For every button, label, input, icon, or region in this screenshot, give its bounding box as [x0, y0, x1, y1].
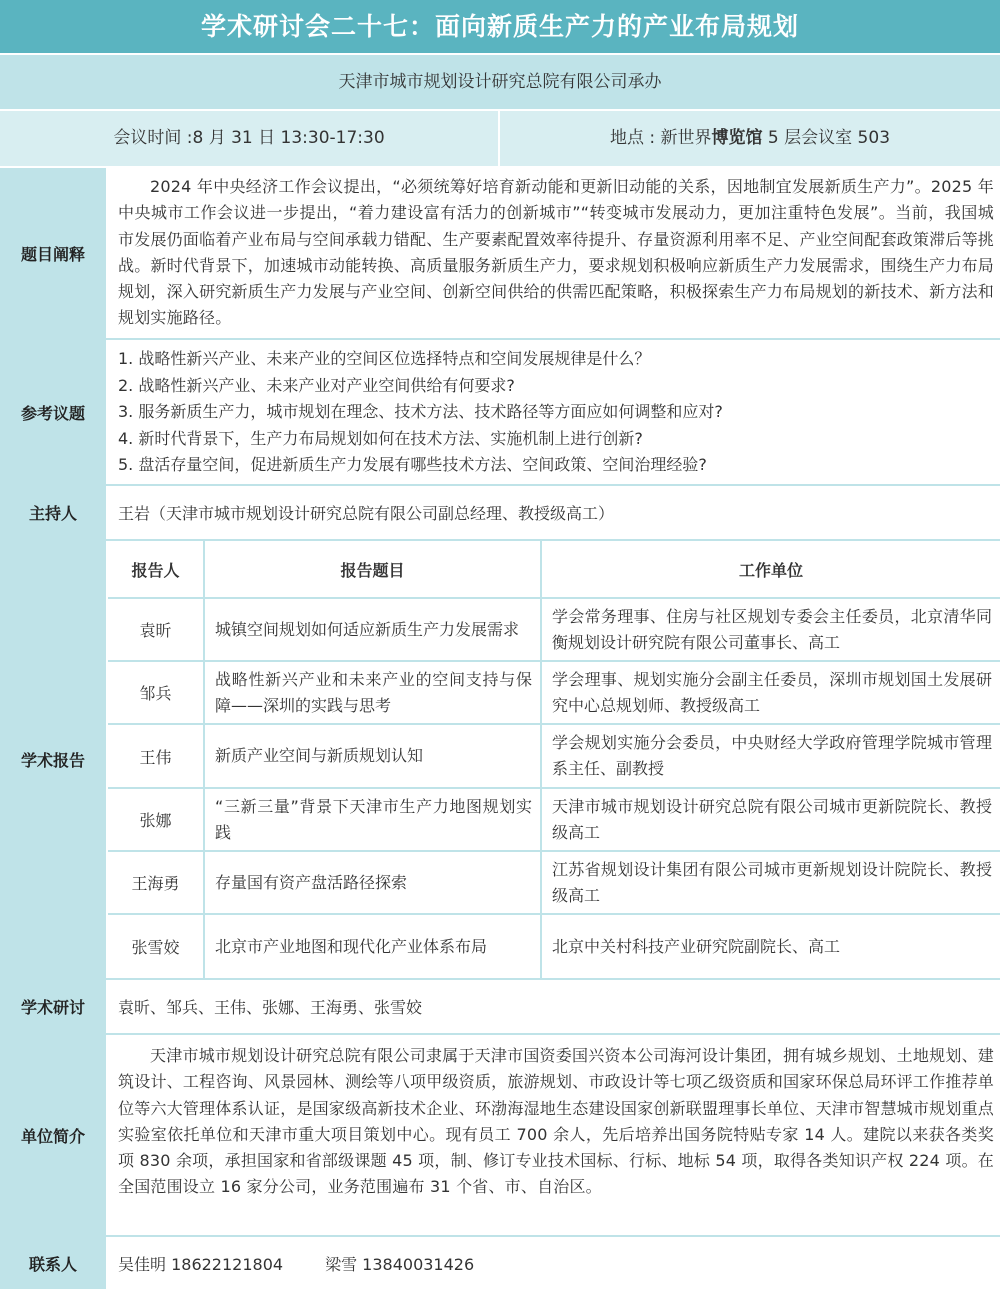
place-prefix: 新世界 [660, 128, 712, 148]
theme-text: 2024 年中央经济工作会议提出，“必须统筹好培育新动能和更新旧动能的关系，因地制宜发展新质生产力”。2025 年中央城市工作会议进一步提出，“着力建设富有活力的创新城市”“转变城市发展动力，更加注重特色发展”。当前，我国城市发展仍面临着产业布局与空间承载力错配、生产要素配置效率待提升、存量资源利用率不足、产业空间配套政策滞后等挑战。新时代背景下，加速城市动能转换、高质量服务新质生产力，要求规划积极响应新质生产力发展需求，围绕生产力布局规划，深入研究新质生产力发展与产业空间、创新空间供给的供需匹配策略，积极探索生产力布局规划的新技术、新方法和规划实施路径。 [118, 177, 994, 328]
report-org-text: 北京中关村科技产业研究院副院长、高工 [552, 936, 841, 956]
topics-list [108, 340, 1000, 485]
intro-section [108, 1035, 1000, 1235]
theme-label: 题目阐释 [0, 168, 106, 338]
contact-label: 联系人 [0, 1237, 106, 1289]
report-org-text: 江苏省规划设计集团有限公司城市更新规划设计院院长、教授级高工 [552, 859, 992, 905]
header-org: 工作单位 [542, 541, 1000, 597]
report-topic [205, 915, 540, 978]
report-speaker: 邹兵 [108, 662, 203, 723]
contact-person-2: 梁雪 13840031426 [325, 1254, 475, 1274]
host-text: 王岩（天津市城市规划设计研究总院有限公司副总经理、教授级高工） [108, 486, 1000, 539]
report-topic [205, 789, 540, 850]
report-topic [205, 852, 540, 913]
report-org [542, 852, 1000, 913]
report-org [542, 725, 1000, 787]
reports-table [108, 541, 1000, 978]
report-topic [205, 662, 540, 723]
report-speaker: 张雪姣 [108, 915, 203, 978]
contact-section [108, 1237, 1000, 1289]
topic-item: 4. 新时代背景下，生产力布局规划如何在技术方法、实施机制上进行创新? [118, 428, 643, 448]
topic-item: 3. 服务新质生产力，城市规划在理念、技术方法、技术路径等方面应如何调整和应对? [118, 402, 723, 421]
report-topic-text: 存量国有资产盘活路径探索 [215, 872, 408, 892]
topics-label: 参考议题 [0, 340, 106, 484]
topic-item: 5. 盘活存量空间，促进新质生产力发展有哪些技术方法、空间政策、空间治理经验? [118, 455, 707, 474]
report-org-text: 天津市城市规划设计研究总院有限公司城市更新院院长、教授级高工 [552, 796, 992, 842]
time-value: 8 月 31 日 13:30-17:30 [192, 128, 385, 148]
report-org [542, 789, 1000, 850]
report-topic-text: 北京市产业地图和现代化产业体系布局 [215, 936, 488, 956]
report-org [542, 599, 1000, 660]
report-speaker: 张娜 [108, 789, 203, 850]
reports-label: 学术报告 [0, 541, 106, 978]
header-speaker: 报告人 [108, 541, 203, 597]
report-org-text: 学会常务理事、住房与社区规划专委会主任委员，北京清华同衡规划设计研究院有限公司董事长、高工 [552, 606, 992, 652]
host-label: 主持人 [0, 486, 106, 539]
report-topic [205, 725, 540, 787]
place-label: 地点 : [609, 128, 661, 148]
report-topic-text: 新质产业空间与新质规划认知 [215, 746, 424, 765]
place-suffix: 5 层会议室 503 [762, 128, 891, 148]
time-label: 会议时间 : [113, 128, 193, 148]
report-speaker: 王海勇 [108, 852, 203, 913]
topic-item: 2. 战略性新兴产业、未来产业对产业空间供给有何要求? [118, 375, 515, 395]
time-place-row [0, 111, 1000, 166]
organizer-text: 天津市城市规划设计研究总院有限公司承办 [0, 55, 1000, 109]
contact-person-1: 吴佳明 18622121804 [118, 1254, 284, 1274]
report-speaker: 袁昕 [108, 599, 203, 660]
report-topic-text: 战略性新兴产业和未来产业的空间支持与保障——深圳的实践与思考 [215, 669, 532, 715]
report-speaker: 王伟 [108, 725, 203, 787]
report-org [542, 662, 1000, 723]
discussion-text: 袁昕、邹兵、王伟、张娜、王海勇、张雪姣 [108, 980, 1000, 1033]
report-org [542, 915, 1000, 978]
report-topic [205, 599, 540, 660]
meeting-time [0, 111, 498, 166]
report-org-text: 学会规划实施分会委员，中央财经大学政府管理学院城市管理系主任、副教授 [552, 733, 992, 778]
meeting-place [500, 111, 1000, 166]
theme-section [108, 168, 1000, 338]
intro-text: 天津市城市规划设计研究总院有限公司隶属于天津市国资委国兴资本公司海河设计集团，拥有城乡规划、土地规划、建筑设计、工程咨询、风景园林、测绘等八项甲级资质，旅游规划、市政设计等七项乙级资质和国家环保总局环评工作推荐单位等六大管理体系认证，是国家级高新技术企业、环渤海湿地生态建设国家创新联盟理事长单位、天津市智慧城市规划重点实验室依托单位和天津市重大项目策划中心。现有员工 700 余人，先后培养出国务院特贴专家 14 人。建院以来获各类奖项 830 余项，承担国家和省部级课题 45 项，制、修订专业技术国标、行标、地标 54 项，取得各类知识产权 224 项。在全国范围设立 16 家分公司，业务范围遍布 31 个省、市、自治区。 [118, 1046, 994, 1197]
intro-label: 单位简介 [0, 1035, 106, 1235]
topics-section [108, 340, 1000, 484]
report-topic-text: 城镇空间规划如何适应新质生产力发展需求 [215, 619, 520, 639]
header-topic: 报告题目 [205, 541, 540, 597]
report-topic-text: “三新三量”背景下天津市生产力地图规划实践 [215, 796, 532, 842]
place-bold: 博览馆 [711, 128, 763, 148]
page-title: 学术研讨会二十七：面向新质生产力的产业布局规划 [0, 0, 1000, 53]
report-org-text: 学会理事、规划实施分会副主任委员，深圳市规划国土发展研究中心总规划师、教授级高工 [552, 669, 992, 715]
discussion-label: 学术研讨 [0, 980, 106, 1033]
topic-item: 1. 战略性新兴产业、未来产业的空间区位选择特点和空间发展规律是什么？ [118, 349, 651, 368]
